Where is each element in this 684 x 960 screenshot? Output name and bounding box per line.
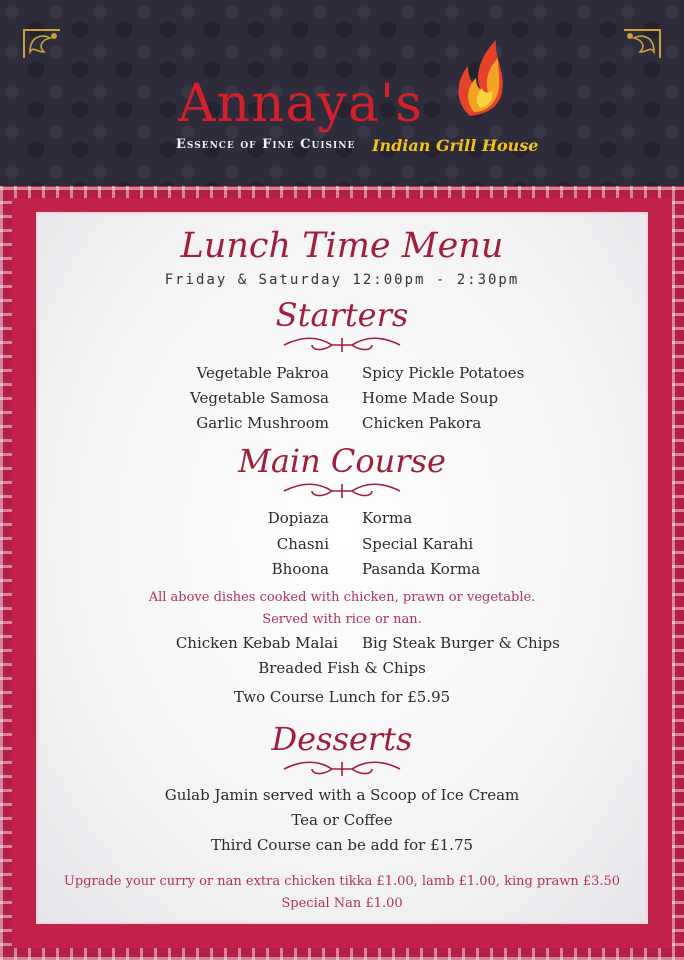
main-item: Bhoona: [271, 560, 329, 578]
starter-item: Vegetable Pakroa: [196, 364, 329, 382]
brand-tagline: Essence of Fine Cuisine: [176, 137, 356, 152]
desserts-heading: Desserts: [271, 720, 413, 758]
lunch-offer: Two Course Lunch for £5.95: [233, 688, 451, 706]
main-extra-item: Breaded Fish & Chips: [258, 659, 426, 677]
corner-ornament-icon: [616, 24, 664, 62]
main-extra-item: Big Steak Burger & Chips: [362, 634, 560, 652]
corner-ornament-icon: [20, 24, 68, 62]
main-item: Special Karahi: [362, 535, 474, 553]
main-item: Dopiaza: [267, 509, 329, 527]
starter-item: Vegetable Samosa: [190, 389, 329, 407]
special-nan-note: Special Nan £1.00: [281, 896, 403, 911]
swirl-divider-icon: [282, 334, 402, 356]
dessert-item: Gulab Jamin served with a Scoop of Ice Cream: [164, 786, 520, 804]
main-item: Korma: [362, 509, 413, 527]
main-item: Pasanda Korma: [362, 560, 481, 578]
upgrade-note: Upgrade your curry or nan extra chicken tikka £1.00, lamb £1.00, king prawn £3.50: [63, 874, 621, 889]
main-item: Chasni: [276, 535, 329, 553]
main-note: Served with rice or nan.: [262, 612, 422, 627]
main-extra-item: Chicken Kebab Malai: [175, 634, 338, 652]
main-course-heading: Main Course: [238, 442, 446, 480]
starter-item: Spicy Pickle Potatoes: [362, 364, 525, 382]
brand-name: Annaya's: [178, 74, 423, 134]
starter-item: Garlic Mushroom: [196, 414, 329, 432]
main-note: All above dishes cooked with chicken, prawn or vegetable.: [148, 590, 536, 605]
starter-item: Chicken Pakora: [362, 414, 482, 432]
menu-title: Lunch Time Menu: [180, 226, 504, 266]
dessert-item: Third Course can be add for £1.75: [210, 836, 474, 854]
starter-item: Home Made Soup: [362, 389, 499, 407]
dessert-item: Tea or Coffee: [291, 811, 393, 829]
menu-hours: Friday & Saturday 12:00pm - 2:30pm: [164, 272, 520, 288]
swirl-divider-icon: [282, 480, 402, 502]
swirl-divider-icon: [282, 758, 402, 780]
brand-subtitle: Indian Grill House: [372, 136, 539, 155]
starters-heading: Starters: [275, 296, 409, 334]
flame-icon: [452, 36, 508, 118]
